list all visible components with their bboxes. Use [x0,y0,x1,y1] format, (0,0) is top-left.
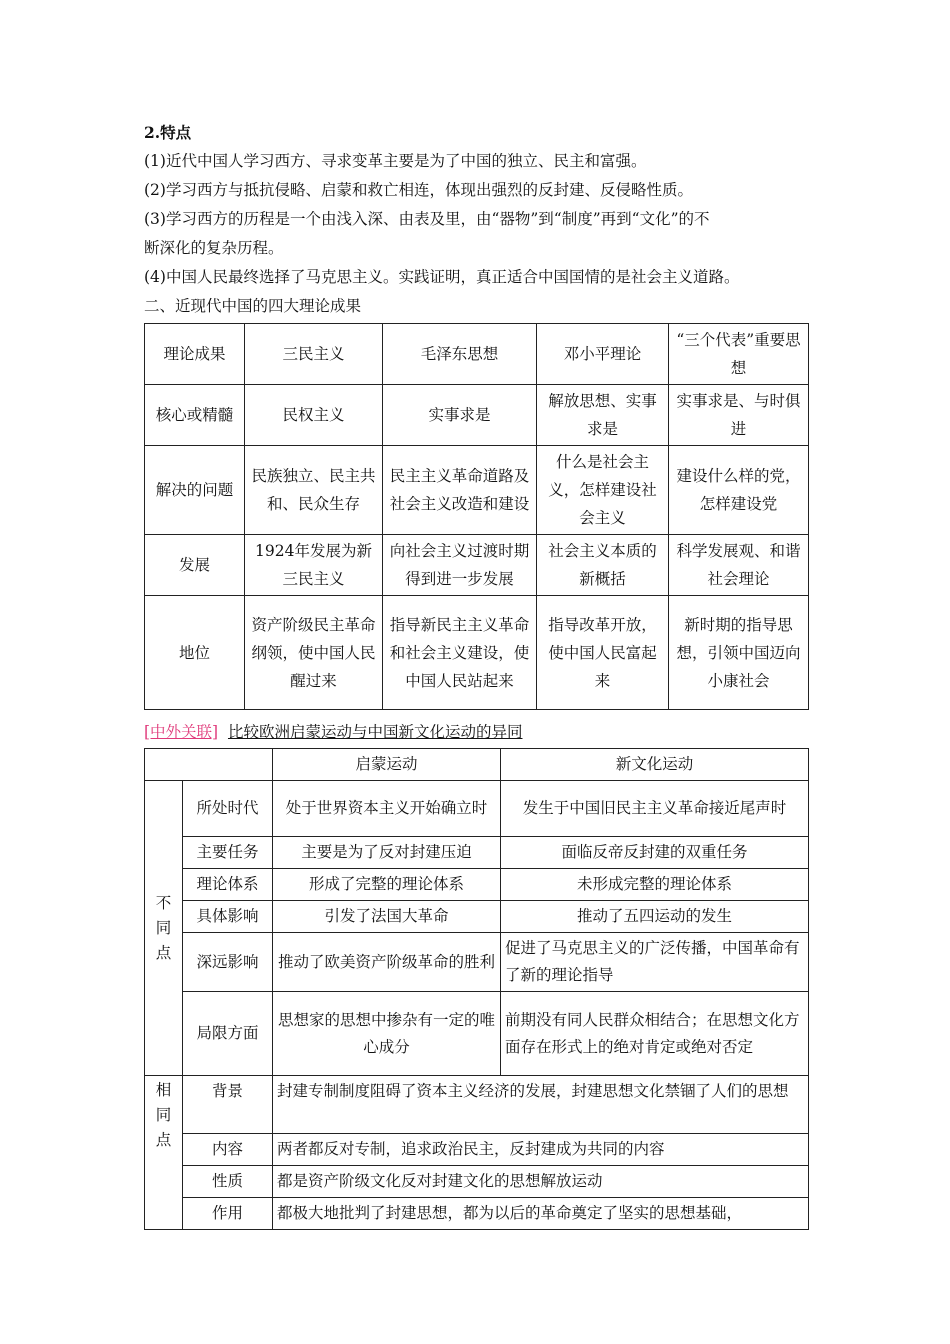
relation-heading [144,718,808,746]
table-cell: 什么是社会主义，怎样建设社会主义 [537,446,669,535]
table-cell: 科学发展观、和谐社会理论 [669,535,809,596]
theory-table [144,323,809,710]
document-page [144,118,808,1230]
table-row [145,596,809,710]
features-heading: 2.特点 [144,123,192,142]
table-cell: 民主主义革命道路及社会主义改造和建设 [383,446,537,535]
table-cell: 面临反帝反封建的双重任务 [501,837,809,869]
feature-item-2: (2)学习西方与抵抗侵略、启蒙和救亡相连，体现出强烈的反封建、反侵略性质。 [144,181,693,199]
relation-title: 比较欧洲启蒙运动与中国新文化运动的异同 [227,723,523,741]
table-cell: 前期没有同人民群众相结合；在思想文化方面存在形式上的绝对肯定或绝对否定 [501,992,809,1076]
table-cell: 发生于中国旧民主主义革命接近尾声时 [501,781,809,837]
table-row [145,535,809,596]
row-label: 作用 [183,1198,273,1230]
table-cell: 封建专制制度阻碍了资本主义经济的发展，封建思想文化禁锢了人们的思想 [273,1076,809,1134]
table-cell: 都极大地批判了封建思想，都为以后的革命奠定了坚实的思想基础， [273,1198,809,1230]
row-label: 所处时代 [183,781,273,837]
feature-item-1: (1)近代中国人学习西方、寻求变革主要是为了中国的独立、民主和富强。 [144,152,647,170]
relation-tag: [中外关联] [144,723,219,741]
header-cell: 理论成果 [145,324,245,385]
same-label: 相同点 [155,1081,172,1149]
table-cell: 促进了马克思主义的广泛传播，中国革命有了新的理论指导 [501,933,809,992]
header-cell: 三民主义 [245,324,383,385]
diff-label: 不同点 [155,893,172,962]
header-cell: 邓小平理论 [537,324,669,385]
table-row [145,446,809,535]
section-title: 二、近现代中国的四大理论成果 [144,297,362,315]
table-row [145,901,809,933]
table-row [145,1134,809,1166]
feature-item-3-cont: 断深化的复杂历程。 [144,239,284,257]
table-cell: 未形成完整的理论体系 [501,869,809,901]
table-cell: 引发了法国大革命 [273,901,501,933]
table-header-row [145,324,809,385]
table-cell: 解放思想、实事求是 [537,385,669,446]
table-cell: 形成了完整的理论体系 [273,869,501,901]
table-row [145,385,809,446]
feature-item-3: (3)学习西方的历程是一个由浅入深、由表及里，由“器物”到“制度”再到“文化”的不 [144,210,710,228]
row-label: 核心或精髓 [145,385,245,446]
row-label: 背景 [183,1076,273,1134]
table-row [145,1198,809,1230]
table-cell: 处于世界资本主义开始确立时 [273,781,501,837]
table-row [145,869,809,901]
table-row [145,992,809,1076]
row-label: 地位 [145,596,245,710]
table-cell: 都是资产阶级文化反对封建文化的思想解放运动 [273,1166,809,1198]
table-row [145,781,809,837]
table-cell: 指导改革开放，使中国人民富起来 [537,596,669,710]
row-label: 性质 [183,1166,273,1198]
table-cell: 建设什么样的党，怎样建设党 [669,446,809,535]
table-cell: 主要是为了反对封建压迫 [273,837,501,869]
row-label: 解决的问题 [145,446,245,535]
table-cell: 实事求是 [383,385,537,446]
row-label: 局限方面 [183,992,273,1076]
table-cell: 民族独立、民主共和、民众生存 [245,446,383,535]
table-cell: 社会主义本质的新概括 [537,535,669,596]
table-cell: 民权主义 [245,385,383,446]
table-cell: 新时期的指导思想，引领中国迈向小康社会 [669,596,809,710]
table-row [145,837,809,869]
table-cell: 指导新民主主义革命和社会主义建设，使中国人民站起来 [383,596,537,710]
feature-item-4: (4)中国人民最终选择了马克思主义。实践证明，真正适合中国国情的是社会主义道路。 [144,268,740,286]
header-cell: “三个代表”重要思想 [669,324,809,385]
header-cell: 启蒙运动 [273,749,501,781]
table-header-row [145,749,809,781]
same-group-label [145,1076,183,1230]
table-cell: 资产阶级民主革命纲领，使中国人民醒过来 [245,596,383,710]
table-cell: 1924年发展为新三民主义 [245,535,383,596]
table-cell: 推动了五四运动的发生 [501,901,809,933]
table-cell: 两者都反对专制，追求政治民主，反封建成为共同的内容 [273,1134,809,1166]
table-row [145,1076,809,1134]
header-cell: 新文化运动 [501,749,809,781]
table-cell: 推动了欧美资产阶级革命的胜利 [273,933,501,992]
row-label: 发展 [145,535,245,596]
diff-group-label [145,781,183,1076]
row-label: 主要任务 [183,837,273,869]
row-label: 理论体系 [183,869,273,901]
empty-cell [145,749,273,781]
table-cell: 实事求是、与时俱进 [669,385,809,446]
table-cell: 思想家的思想中掺杂有一定的唯心成分 [273,992,501,1076]
row-label: 深远影响 [183,933,273,992]
row-label: 内容 [183,1134,273,1166]
compare-table [144,748,809,1230]
table-row [145,933,809,992]
header-cell: 毛泽东思想 [383,324,537,385]
table-cell: 向社会主义过渡时期得到进一步发展 [383,535,537,596]
table-row [145,1166,809,1198]
row-label: 具体影响 [183,901,273,933]
